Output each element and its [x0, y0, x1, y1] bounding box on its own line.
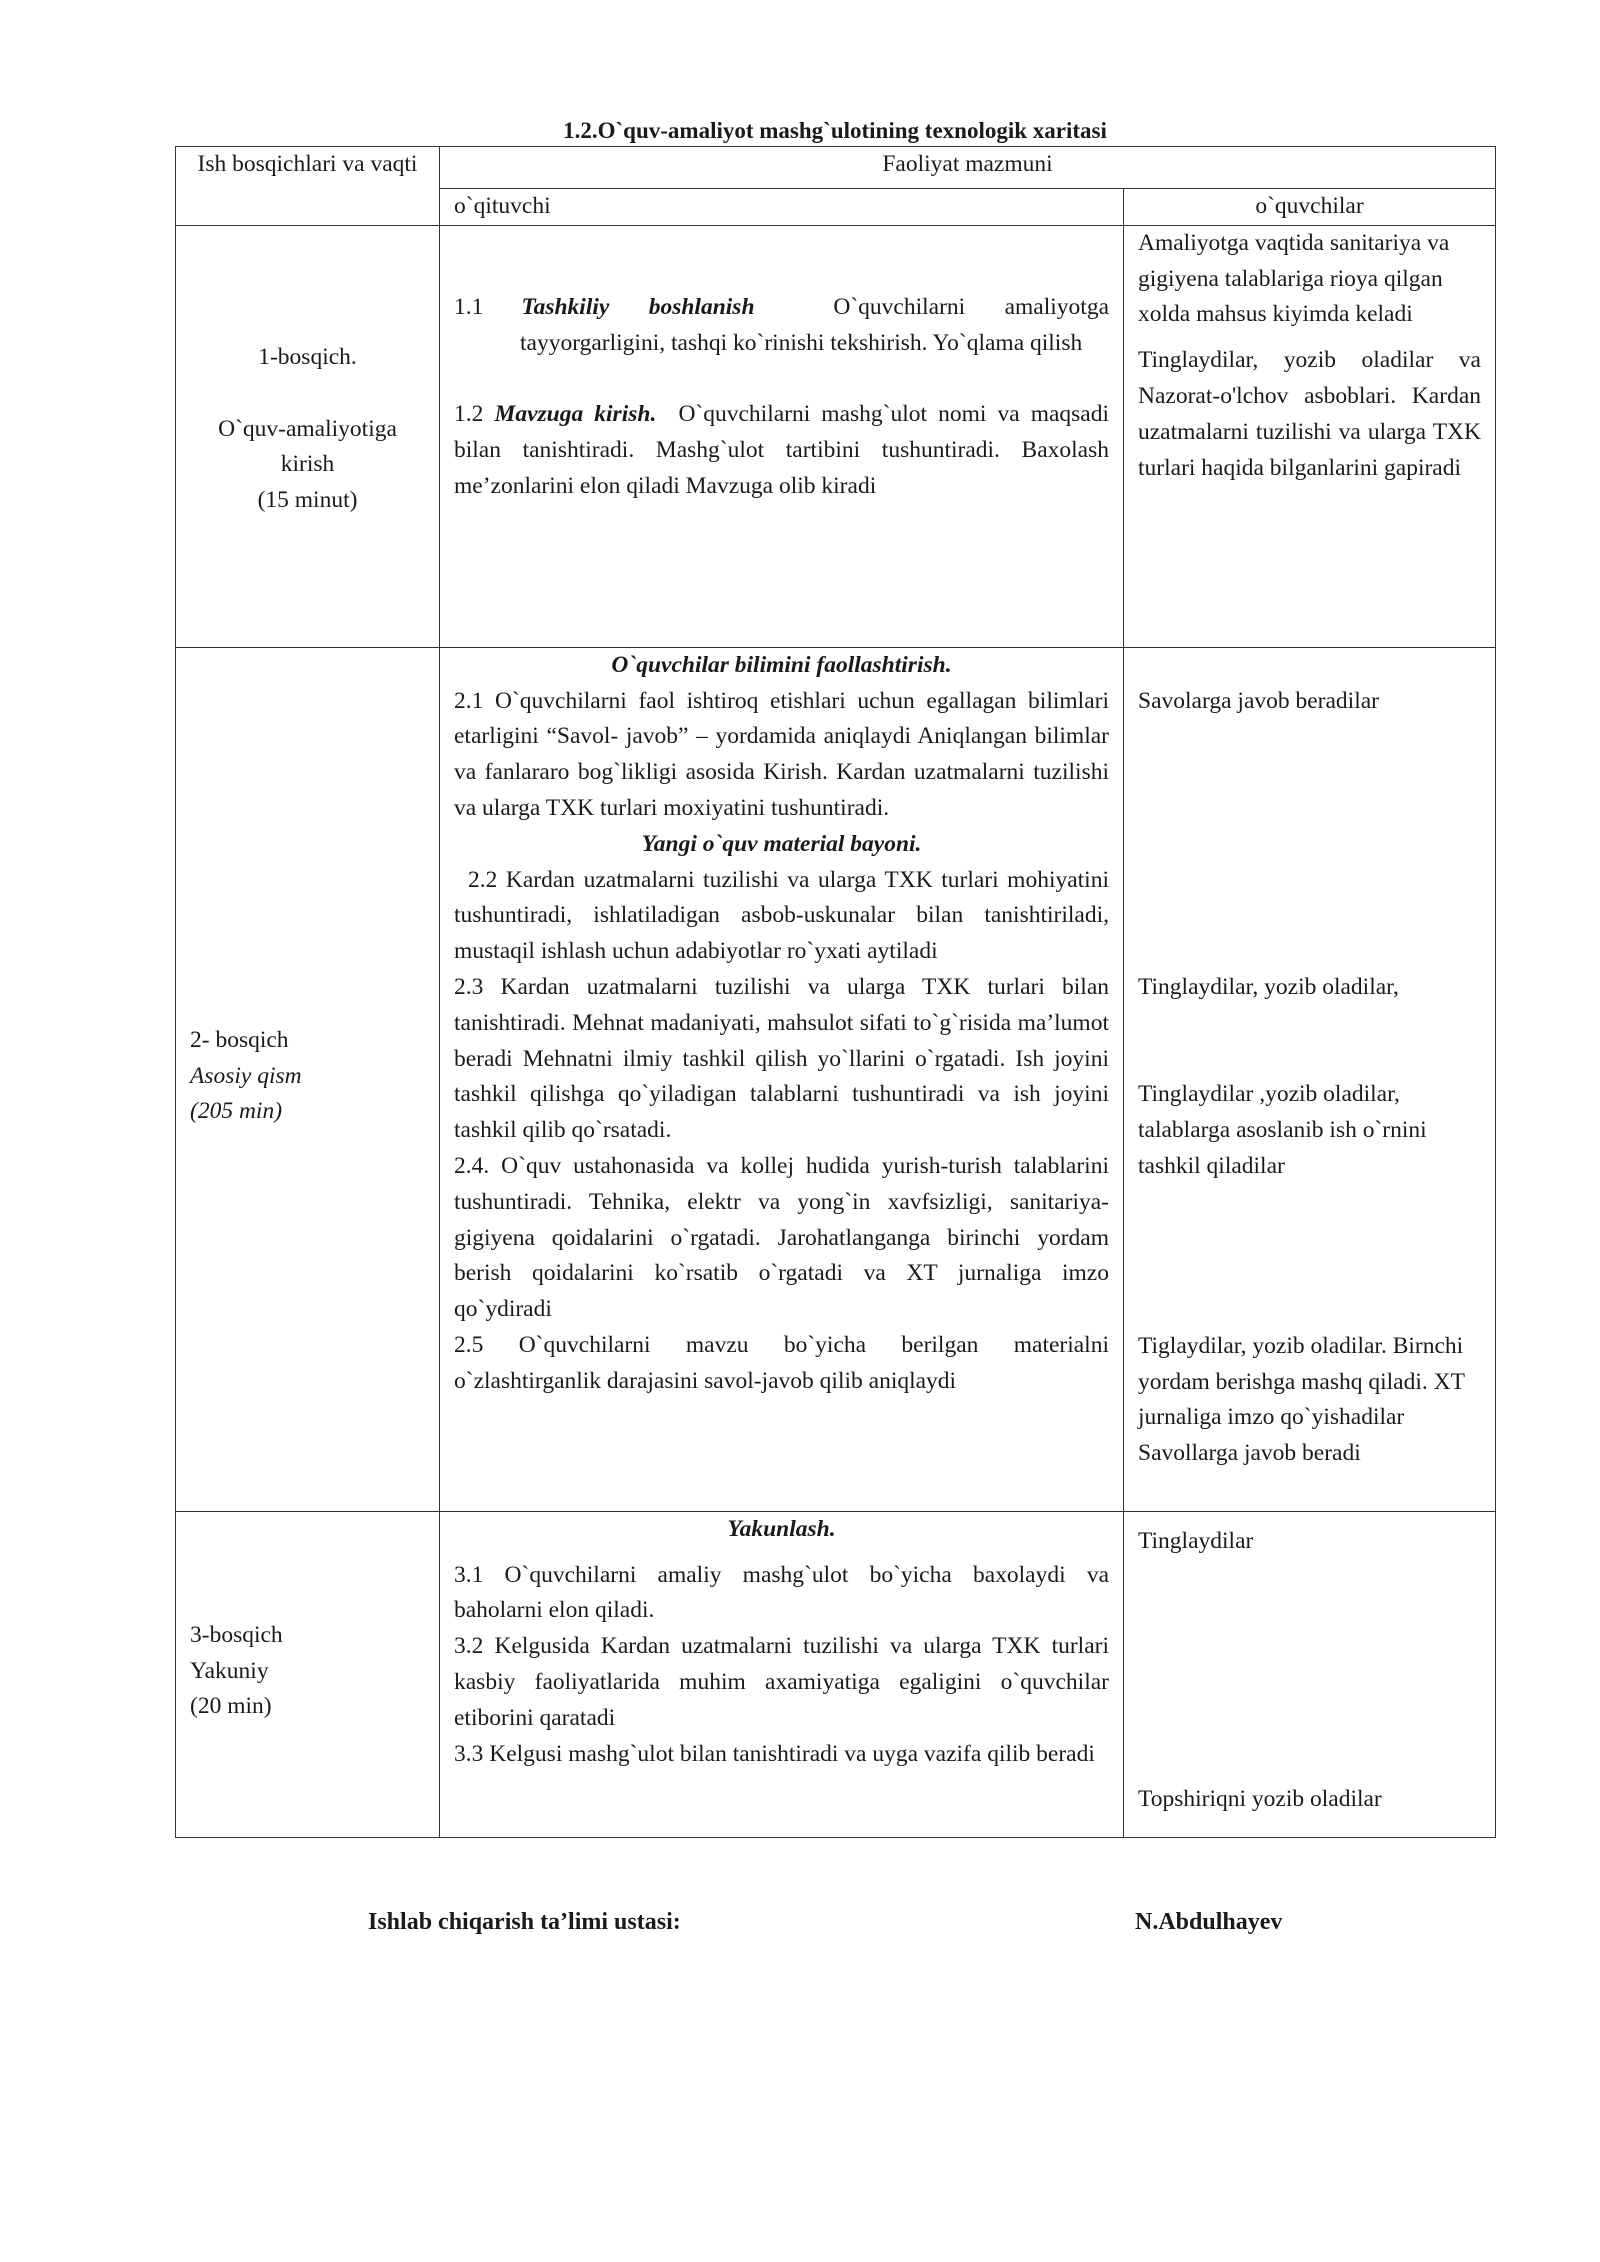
- stage-duration: (15 minut): [257, 487, 358, 514]
- document-title: 1.2.O`quv-amaliyot mashg`ulotining texnologik xaritasi: [563, 118, 1107, 143]
- teacher-item: [454, 290, 1109, 362]
- stage-description: O`quv-amaliyotiga kirish: [218, 415, 397, 478]
- teacher-item: 2.4. O`quv ustahonasida va kollej hudida yurish-turish talablarini tushuntiradi. Tehnika, elektr va yong`in xavfsizligi, sanitariya-gigiyena qoidalarini o`rgatadi. Jarohatlanganga birinchi yordam berish qoidalarini ko`rsatib o`rgatadi va XT jurnaliga imzo qo`ydiradi: [454, 1152, 1109, 1323]
- header-students: o`quvchilar: [1124, 189, 1496, 226]
- students-activity-cell: [1124, 647, 1496, 1511]
- students-activity-cell: [1124, 225, 1496, 647]
- table-header-row: [176, 147, 1496, 189]
- teacher-item: [454, 397, 1109, 504]
- teacher-item: 2.2 Kardan uzatmalarni tuzilishi va ularga TXK turlari mohiyatini tushuntiradi, ishlatiladigan asbob-uskunalar bilan tanishtiriladi, mustaqil ishlash uchun adabiyotlar ro`yxati aytiladi: [454, 866, 1109, 965]
- header-stages-time: Ish bosqichlari va vaqti: [176, 147, 440, 226]
- stage-duration: (20 min): [190, 1693, 272, 1720]
- students-text: Tinglaydilar, yozib oladilar va Nazorat-o'lchov asboblari. Kardan uzatmalarni tuzilishi va ularga TXK turlari haqida bilganlarini gapiradi: [1138, 347, 1481, 481]
- teacher-item: 3.3 Kelgusi mashg`ulot bilan tanishtiradi va uyga vazifa qilib beradi: [454, 1740, 1095, 1767]
- item-text: O`quvchilarni mashg`ulot nomi va maqsadi bilan tanishtiradi. Mashg`ulot tartibini tushuntiradi. Baxolash me’zonlarini elon qiladi Mavzuga olib kiradi: [454, 401, 1110, 499]
- teacher-item: 2.1 O`quvchilarni faol ishtiroq etishlari uchun egallagan bilimlari etarligini “Savol- javob” – yordamida aniqlaydi Aniqlangan bilimlar va fanlararo bog`likligi asosida Kirish. Kardan uzatmalarni tuzilishi va ularga TXK turlari moxiyatini tushuntiradi.: [454, 687, 1109, 821]
- students-text: Tinglaydilar: [1138, 1527, 1254, 1554]
- stage-cell: [176, 647, 440, 1511]
- stage-description: Yakuniy: [190, 1657, 269, 1684]
- section-heading: Yakunlash.: [727, 1515, 836, 1542]
- header-teacher: o`qituvchi: [440, 189, 1124, 226]
- teacher-activity-cell: [440, 225, 1124, 647]
- teacher-item: 2.3 Kardan uzatmalarni tuzilishi va ularga TXK turlari bilan tanishtiradi. Mehnat madaniyati, mahsulot sifati to`g`risida ma’lumot beradi Mehnatni ilmiy tashkil qilish yo`llarini o`rgatadi. Ish joyini tashkil qilishga qo`yiladigan talablarni tushuntiradi va ish joyini tashkil qilib qo`rsatadi.: [454, 973, 1109, 1144]
- teacher-item: 3.1 O`quvchilarni amaliy mashg`ulot bo`yicha baxolaydi va baholarni elon qiladi.: [454, 1561, 1109, 1624]
- section-heading: O`quvchilar bilimini faollashtirish.: [611, 651, 952, 678]
- signature-name: N.Abdulhayev: [1135, 1909, 1283, 1935]
- students-text: Savollarga javob beradi: [1138, 1440, 1361, 1467]
- table-row: [176, 647, 1496, 1511]
- stage-name: 2- bosqich: [190, 1026, 289, 1053]
- students-text: Tinglaydilar ,yozib oladilar, talablarga asoslanib ish o`rnini tashkil qiladilar: [1138, 1081, 1427, 1179]
- stage-duration: (205 min): [190, 1098, 283, 1125]
- stage-name: 3-bosqich: [190, 1621, 283, 1648]
- students-text: Savolarga javob beradilar: [1138, 687, 1380, 714]
- stage-cell: [176, 1511, 440, 1837]
- item-text: O`quvchilarni amaliyotga tayyorgarligini, tashqi ko`rinishi tekshirish. Yo`qlama qilish: [520, 293, 1109, 356]
- item-heading: Mavzuga kirish.: [494, 401, 657, 428]
- item-heading: Tashkiliy boshlanish: [521, 293, 755, 320]
- teacher-activity-cell: [440, 1511, 1124, 1837]
- stage-description: Asosiy qism: [190, 1062, 302, 1089]
- students-activity-cell: [1124, 1511, 1496, 1837]
- students-text: Amaliyotga vaqtida sanitariya va gigiyena talablariga rioya qilgan xolda mahsus kiyimda keladi: [1138, 229, 1450, 328]
- item-number: 1.2: [454, 401, 484, 428]
- table-row: [176, 225, 1496, 647]
- students-text: Tiglaydilar, yozib oladilar. Birnchi yordam berishga mashq qiladi. XT jurnaliga imzo qo`yishadilar: [1138, 1332, 1465, 1431]
- teacher-activity-cell: [440, 647, 1124, 1511]
- signature-label: Ishlab chiqarish ta’limi ustasi:: [368, 1909, 681, 1935]
- header-activity-content: Faoliyat mazmuni: [440, 147, 1496, 189]
- item-number: 1.1: [454, 293, 484, 320]
- table-row: [176, 1511, 1496, 1837]
- students-text: Tinglaydilar, yozib oladilar,: [1138, 973, 1399, 1000]
- section-heading: Yangi o`quv material bayoni.: [641, 830, 922, 857]
- stage-name: 1-bosqich.: [258, 343, 357, 370]
- technology-map-table: [175, 146, 1496, 1838]
- teacher-item: 3.2 Kelgusida Kardan uzatmalarni tuzilishi va ularga TXK turlari kasbiy faoliyatlarida muhim axamiyatiga egaligini o`quvchilar etiborini qaratadi: [454, 1633, 1109, 1731]
- stage-cell: [176, 225, 440, 647]
- students-text: Topshiriqni yozib oladilar: [1138, 1785, 1382, 1812]
- teacher-item: 2.5 O`quvchilarni mavzu bo`yicha berilgan materialni o`zlashtirganlik darajasini savol-javob qilib aniqlaydi: [454, 1331, 1109, 1394]
